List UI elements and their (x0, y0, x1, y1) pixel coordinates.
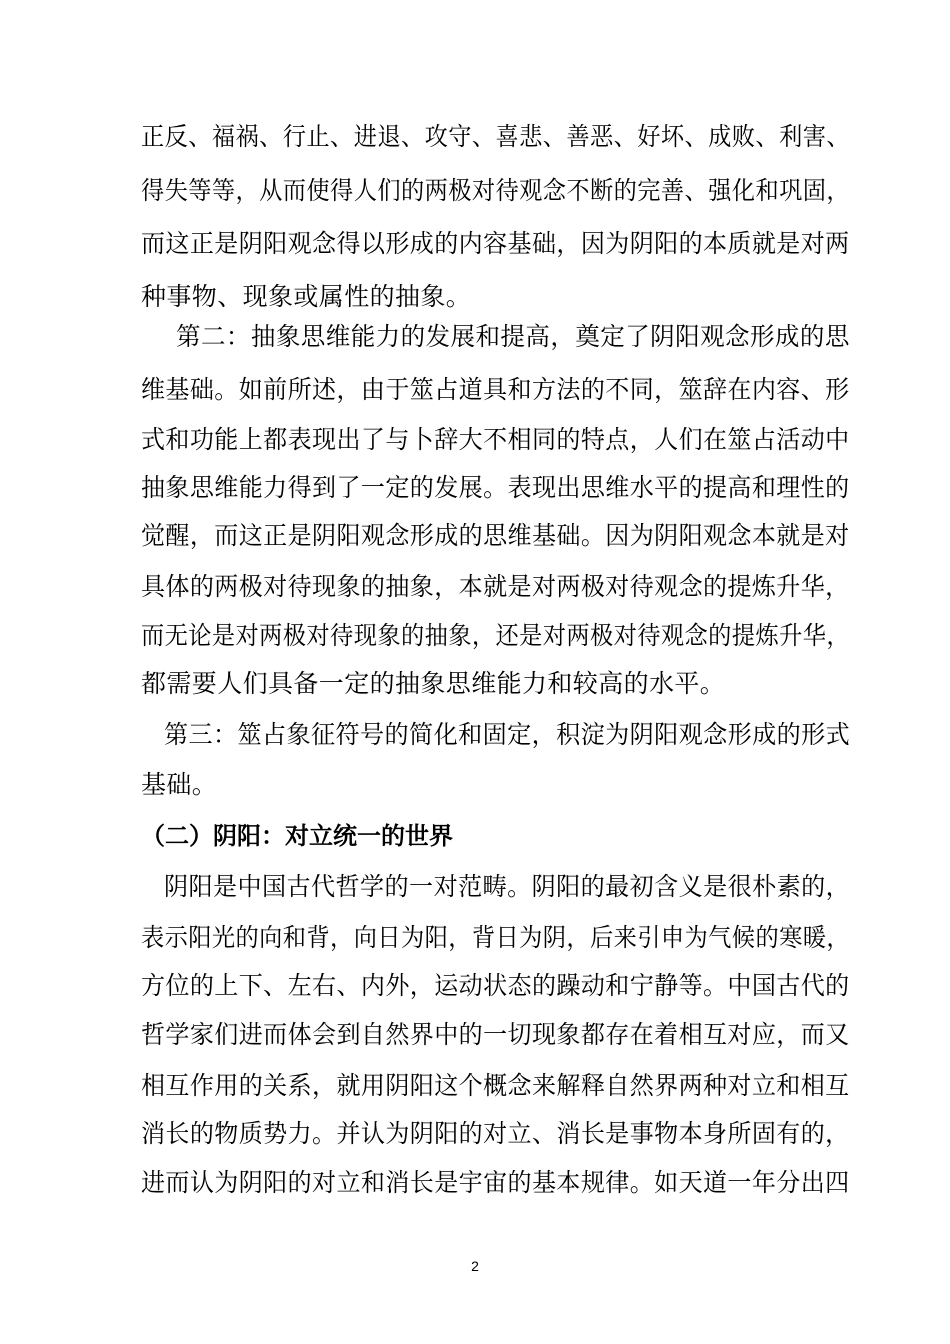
section-heading: （二）阴阳：对立统一的世界 (141, 822, 453, 850)
paragraph-line: 进而认为阴阳的对立和消长是宇宙的基本规律。如天道一年分出四 (141, 1168, 850, 1197)
page-number: 2 (471, 1258, 479, 1274)
paragraph-line: 第三：筮占象征符号的简化和固定，积淀为阴阳观念形成的形式 (164, 720, 851, 749)
paragraph-line: 相互作用的关系，就用阴阳这个概念来解释自然界两种对立和相互 (141, 1071, 850, 1100)
paragraph-line: 阴阳是中国古代哲学的一对范畴。阴阳的最初含义是很朴素的， (164, 872, 851, 901)
paragraph-line: 消长的物质势力。并认为阴阳的对立、消长是事物本身所固有的， (141, 1119, 850, 1148)
paragraph-line: 式和功能上都表现出了与卜辞大不相同的特点，人们在筮占活动中 (141, 425, 850, 454)
paragraph-line: 方位的上下、左右、内外，运动状态的躁动和宁静等。中国古代的 (141, 971, 850, 1000)
paragraph-line: 具体的两极对待现象的抽象，本就是对两极对待观念的提炼升华， (141, 572, 850, 601)
paragraph-line: 基础。 (141, 770, 218, 799)
paragraph-line: 抽象思维能力得到了一定的发展。表现出思维水平的提高和理性的 (141, 473, 850, 502)
paragraph-line: 得失等等，从而使得人们的两极对待观念不断的完善、强化和巩固， (141, 176, 850, 205)
paragraph-line: 而无论是对两极对待现象的抽象，还是对两极对待观念的提炼升华， (141, 621, 850, 650)
paragraph-line: 维基础。如前所述，由于筮占道具和方法的不同，筮辞在内容、形 (141, 375, 850, 404)
paragraph-line: 哲学家们进而体会到自然界中的一切现象都存在着相互对应，而又 (141, 1020, 850, 1049)
paragraph-line: 觉醒，而这正是阴阳观念形成的思维基础。因为阴阳观念本就是对 (141, 521, 850, 550)
paragraph-line: 而这正是阴阳观念得以形成的内容基础，因为阴阳的本质就是对两 (141, 229, 850, 258)
paragraph-line: 表示阳光的向和背，向日为阳，背日为阴，后来引申为气候的寒暖， (141, 923, 850, 952)
paragraph-line: 种事物、现象或属性的抽象。 (141, 282, 472, 311)
paragraph-line: 正反、福祸、行止、进退、攻守、喜悲、善恶、好坏、成败、利害、 (141, 122, 850, 151)
paragraph-line: 第二：抽象思维能力的发展和提高，奠定了阴阳观念形成的思 (176, 322, 850, 351)
paragraph-line: 都需要人们具备一定的抽象思维能力和较高的水平。 (141, 669, 726, 698)
